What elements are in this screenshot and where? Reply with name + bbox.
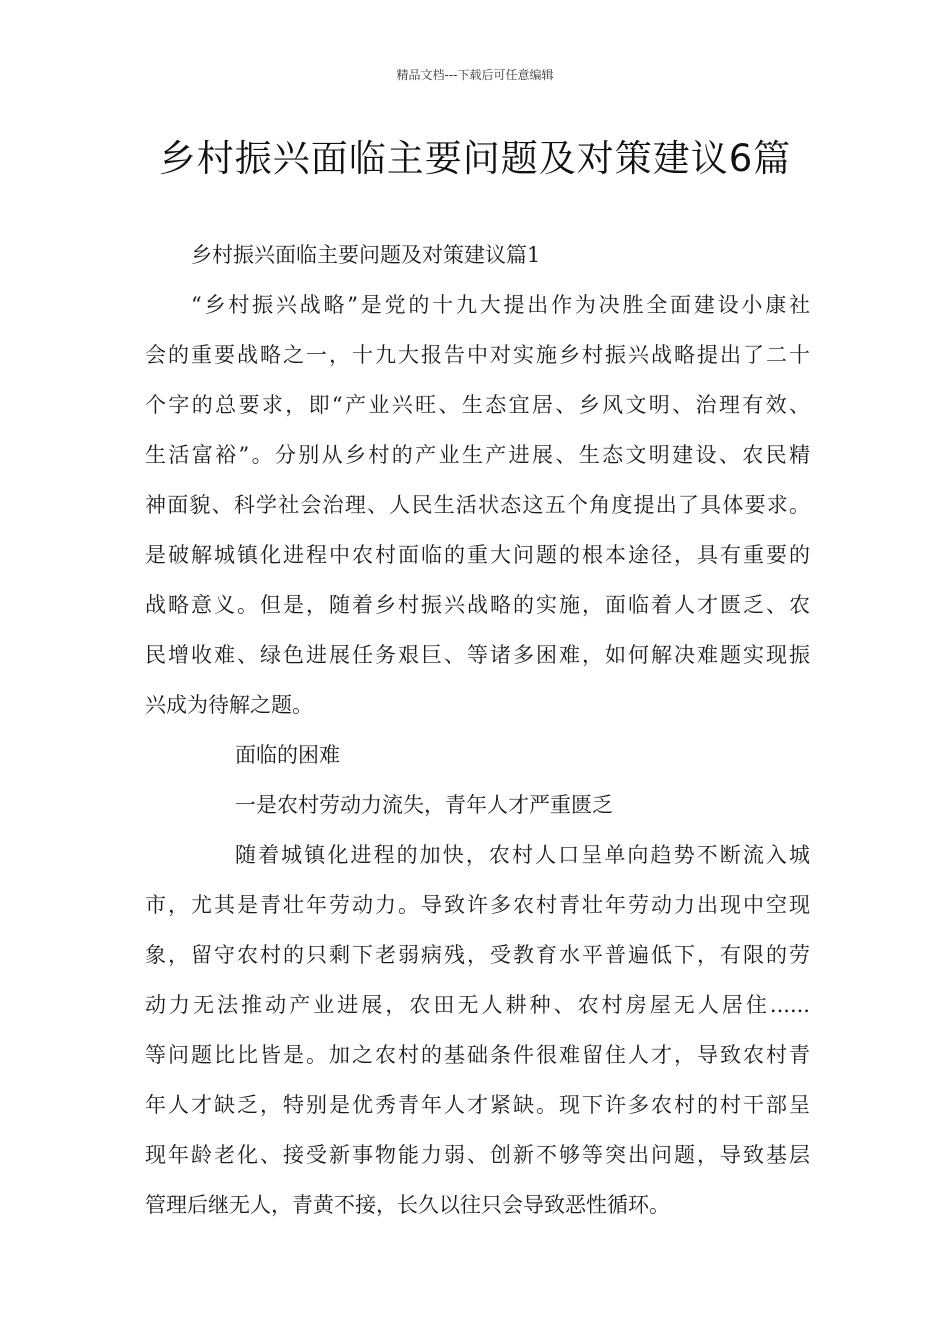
paragraph-line: 神面貌、科学社会治理、人民生活状态这五个角度提出了具体要求。 (145, 493, 810, 517)
paragraph-line: 随着城镇化进程的加快，农村人口呈单向趋势不断流入城 (235, 843, 810, 867)
paragraph-line: 会的重要战略之一，十九大报告中对实施乡村振兴战略提出了二十 (145, 343, 810, 367)
paragraph-line: 个字的总要求，即“产业兴旺、生态宜居、乡风文明、治理有效、 (145, 393, 810, 417)
paragraph-line: 等问题比比皆是。加之农村的基础条件很难留住人才，导致农村青 (145, 1043, 810, 1067)
point-heading: 一是农村劳动力流失，青年人才严重匮乏 (235, 793, 613, 817)
paragraph-line: 生活富裕”。分别从乡村的产业生产进展、生态文明建设、农民精 (145, 443, 810, 467)
paragraph-line: 兴成为待解之题。 (145, 693, 313, 717)
paragraph-line: 动力无法推动产业进展，农田无人耕种、农村房屋无人居住...... (145, 993, 810, 1017)
paragraph-line: 市，尤其是青壮年劳动力。导致许多农村青壮年劳动力出现中空现 (145, 893, 810, 917)
paragraph-line: “乡村振兴战略”是党的十九大提出作为决胜全面建设小康社 (191, 293, 810, 317)
paragraph-line: 象，留守农村的只剩下老弱病残，受教育水平普遍低下，有限的劳 (145, 943, 810, 967)
paragraph-line: 战略意义。但是，随着乡村振兴战略的实施，面临着人才匮乏、农 (145, 593, 810, 617)
document-body (145, 230, 810, 1230)
paragraph-line: 现年龄老化、接受新事物能力弱、创新不够等突出问题，导致基层 (145, 1143, 810, 1167)
header-note: 精品文档---下载后可任意编辑 (396, 68, 554, 82)
paragraph-line: 年人才缺乏，特别是优秀青年人才紧缺。现下许多农村的村干部呈 (145, 1093, 810, 1117)
section-heading: 乡村振兴面临主要问题及对策建议篇1 (191, 243, 541, 267)
paragraph-line: 是破解城镇化进程中农村面临的重大问题的根本途径，具有重要的 (145, 543, 810, 567)
subsection-heading: 面临的困难 (235, 743, 340, 767)
paragraph-line: 管理后继无人，青黄不接，长久以往只会导致恶性循环。 (145, 1193, 670, 1217)
document-title: 乡村振兴面临主要问题及对策建议6篇 (158, 137, 792, 180)
paragraph-line: 民增收难、绿色进展任务艰巨、等诸多困难，如何解决难题实现振 (145, 643, 810, 667)
